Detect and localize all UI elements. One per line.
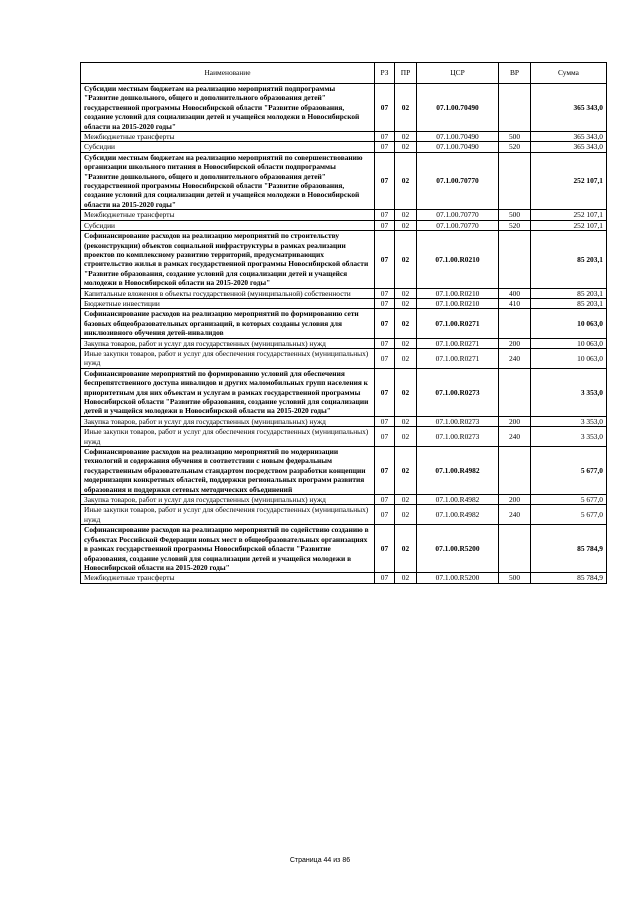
cell-name: Субсидии местным бюджетам на реализацию мероприятий по совершенствованию организации школьного питания в Новосибирской области подпрограммы "Развитие дошкольного, общего и дополнительного образования детей" государственной программы Новосибирской области "Развитие образования, создание условий для социализации детей и учащейся молодежи в Новосибирской области на 2015-2020 годы" <box>81 152 375 209</box>
cell-vr: 500 <box>499 132 531 142</box>
cell-pr: 02 <box>395 298 417 308</box>
cell-csr: 07.1.00.R4982 <box>417 447 499 495</box>
cell-name: Иные закупки товаров, работ и услуг для обеспечения государственных (муниципальных) нужд <box>81 348 375 368</box>
cell-csr: 07.1.00.R0210 <box>417 298 499 308</box>
cell-rz: 07 <box>375 142 395 152</box>
table-row <box>81 298 607 308</box>
cell-vr <box>499 525 531 573</box>
cell-csr: 07.1.00.R0273 <box>417 427 499 447</box>
cell-pr: 02 <box>395 505 417 525</box>
cell-rz: 07 <box>375 309 395 338</box>
cell-name: Закупка товаров, работ и услуг для государственных (муниципальных) нужд <box>81 338 375 348</box>
cell-rz: 07 <box>375 152 395 209</box>
cell-name: Межбюджетные трансферты <box>81 210 375 220</box>
cell-pr: 02 <box>395 427 417 447</box>
cell-pr: 02 <box>395 525 417 573</box>
table-row <box>81 427 607 447</box>
cell-rz: 07 <box>375 288 395 298</box>
table-row <box>81 348 607 368</box>
cell-pr: 02 <box>395 288 417 298</box>
cell-rz: 07 <box>375 338 395 348</box>
cell-sum: 365 343,0 <box>531 132 607 142</box>
cell-rz: 07 <box>375 220 395 230</box>
cell-rz: 07 <box>375 573 395 583</box>
cell-sum: 5 677,0 <box>531 495 607 505</box>
cell-csr: 07.1.00.70490 <box>417 142 499 152</box>
cell-csr: 07.1.00.R0271 <box>417 348 499 368</box>
cell-pr: 02 <box>395 231 417 288</box>
cell-csr: 07.1.00.R0273 <box>417 368 499 416</box>
cell-rz: 07 <box>375 231 395 288</box>
cell-rz: 07 <box>375 525 395 573</box>
cell-csr: 07.1.00.R5200 <box>417 525 499 573</box>
cell-vr: 500 <box>499 573 531 583</box>
table-row <box>81 288 607 298</box>
cell-name: Закупка товаров, работ и услуг для государственных (муниципальных) нужд <box>81 495 375 505</box>
cell-vr: 240 <box>499 505 531 525</box>
cell-rz: 07 <box>375 84 395 132</box>
cell-vr: 410 <box>499 298 531 308</box>
cell-sum: 3 353,0 <box>531 368 607 416</box>
cell-sum: 365 343,0 <box>531 142 607 152</box>
cell-name: Капитальные вложения в объекты государственной (муниципальной) собственности <box>81 288 375 298</box>
cell-csr: 07.1.00.70770 <box>417 210 499 220</box>
cell-name: Софинансирование расходов на реализацию мероприятий по строительству (реконструкции) объектов социальной инфраструктуры в рамках реализации проектов по комплексному развитию территорий, предусматривающих строительство жилья в рамках государственной программы Новосибирской области "Развитие образования, создание условий для социализации детей и учащейся молодежи в Новосибирской области на 2015-2020 годы" <box>81 231 375 288</box>
table-row <box>81 368 607 416</box>
cell-sum: 10 063,0 <box>531 348 607 368</box>
cell-pr: 02 <box>395 84 417 132</box>
cell-vr: 200 <box>499 495 531 505</box>
cell-csr: 07.1.00.70770 <box>417 152 499 209</box>
cell-csr: 07.1.00.70770 <box>417 220 499 230</box>
cell-vr: 240 <box>499 348 531 368</box>
cell-csr: 07.1.00.R4982 <box>417 495 499 505</box>
cell-rz: 07 <box>375 416 395 426</box>
cell-pr: 02 <box>395 220 417 230</box>
cell-pr: 02 <box>395 152 417 209</box>
cell-sum: 85 784,9 <box>531 525 607 573</box>
cell-sum: 85 203,1 <box>531 298 607 308</box>
cell-vr <box>499 309 531 338</box>
cell-sum: 3 353,0 <box>531 416 607 426</box>
cell-rz: 07 <box>375 298 395 308</box>
table-row <box>81 495 607 505</box>
cell-csr: 07.1.00.R0271 <box>417 338 499 348</box>
cell-csr: 07.1.00.R5200 <box>417 573 499 583</box>
header-name: Наименование <box>81 63 375 84</box>
header-sum: Сумма <box>531 63 607 84</box>
cell-name: Софинансирование расходов на реализацию мероприятий по модернизации технологий и содержания обучения в соответствии с новым федеральным государственным образовательным стандартом посредством разработки концепции модернизации конкретных областей, поддержки региональных программ развития образования и поддержки сетевых методических объединений <box>81 447 375 495</box>
cell-rz: 07 <box>375 132 395 142</box>
table-row <box>81 152 607 209</box>
header-vr: ВР <box>499 63 531 84</box>
budget-table <box>80 62 607 584</box>
cell-sum: 10 063,0 <box>531 309 607 338</box>
table-row <box>81 132 607 142</box>
cell-sum: 5 677,0 <box>531 447 607 495</box>
cell-vr: 200 <box>499 416 531 426</box>
cell-name: Межбюджетные трансферты <box>81 132 375 142</box>
cell-name: Иные закупки товаров, работ и услуг для обеспечения государственных (муниципальных) нужд <box>81 505 375 525</box>
cell-name: Межбюджетные трансферты <box>81 573 375 583</box>
cell-name: Субсидии местным бюджетам на реализацию мероприятий подпрограммы "Развитие дошкольного, общего и дополнительного образования детей" государственной программы Новосибирской области "Развитие образования, создание условий для социализации детей и учащейся молодежи в Новосибирской области на 2015-2020 годы" <box>81 84 375 132</box>
table-row <box>81 338 607 348</box>
cell-csr: 07.1.00.70490 <box>417 132 499 142</box>
cell-sum: 252 107,1 <box>531 220 607 230</box>
cell-sum: 85 203,1 <box>531 231 607 288</box>
header-csr: ЦСР <box>417 63 499 84</box>
cell-sum: 5 677,0 <box>531 505 607 525</box>
cell-pr: 02 <box>395 495 417 505</box>
cell-sum: 3 353,0 <box>531 427 607 447</box>
cell-vr: 240 <box>499 427 531 447</box>
cell-vr <box>499 152 531 209</box>
cell-sum: 10 063,0 <box>531 338 607 348</box>
cell-sum: 365 343,0 <box>531 84 607 132</box>
cell-csr: 07.1.00.R0210 <box>417 231 499 288</box>
cell-rz: 07 <box>375 348 395 368</box>
cell-vr: 520 <box>499 142 531 152</box>
cell-csr: 07.1.00.R0273 <box>417 416 499 426</box>
header-pr: ПР <box>395 63 417 84</box>
cell-name: Субсидии <box>81 220 375 230</box>
cell-csr: 07.1.00.70490 <box>417 84 499 132</box>
cell-csr: 07.1.00.R0210 <box>417 288 499 298</box>
cell-name: Софинансирование расходов на реализацию мероприятий по содействию созданию в субъектах Российской Федерации новых мест в общеобразовательных организациях в рамках государственной программы Новосибирской области "Развитие образования, создание условий для социализации детей и учащейся молодежи в Новосибирской области на 2015-2020 годы" <box>81 525 375 573</box>
cell-sum: 252 107,1 <box>531 210 607 220</box>
cell-sum: 252 107,1 <box>531 152 607 209</box>
cell-rz: 07 <box>375 427 395 447</box>
cell-sum: 85 784,9 <box>531 573 607 583</box>
table-row <box>81 142 607 152</box>
cell-rz: 07 <box>375 495 395 505</box>
cell-name: Субсидии <box>81 142 375 152</box>
cell-pr: 02 <box>395 132 417 142</box>
table-row <box>81 416 607 426</box>
table-row <box>81 84 607 132</box>
cell-vr <box>499 84 531 132</box>
cell-csr: 07.1.00.R4982 <box>417 505 499 525</box>
page-number: Страница 44 из 86 <box>289 857 351 864</box>
cell-sum: 85 203,1 <box>531 288 607 298</box>
cell-pr: 02 <box>395 573 417 583</box>
cell-vr: 400 <box>499 288 531 298</box>
cell-rz: 07 <box>375 368 395 416</box>
cell-rz: 07 <box>375 505 395 525</box>
cell-vr: 500 <box>499 210 531 220</box>
cell-name: Софинансирование мероприятий по формированию условий для обеспечения беспрепятственного доступа инвалидов и других маломобильных групп населения к приоритетным для них объектам и услугам в рамках государственной программы Новосибирской области "Развитие образования, создание условий для социализации детей и учащейся молодежи в Новосибирской области на 2015-2020 годы" <box>81 368 375 416</box>
table-row <box>81 220 607 230</box>
cell-vr: 200 <box>499 338 531 348</box>
cell-rz: 07 <box>375 447 395 495</box>
cell-pr: 02 <box>395 142 417 152</box>
cell-csr: 07.1.00.R0271 <box>417 309 499 338</box>
header-row <box>81 63 607 84</box>
cell-name: Бюджетные инвестиции <box>81 298 375 308</box>
table-row <box>81 525 607 573</box>
cell-name: Иные закупки товаров, работ и услуг для обеспечения государственных (муниципальных) нужд <box>81 427 375 447</box>
cell-rz: 07 <box>375 210 395 220</box>
cell-name: Софинансирование расходов на реализацию мероприятий по формированию сети базовых общеобразовательных организаций, в которых созданы условия для инклюзивного обучения детей-инвалидов <box>81 309 375 338</box>
table-row <box>81 573 607 583</box>
cell-vr <box>499 231 531 288</box>
cell-pr: 02 <box>395 447 417 495</box>
cell-pr: 02 <box>395 368 417 416</box>
table-body <box>81 84 607 584</box>
cell-vr <box>499 368 531 416</box>
cell-name: Закупка товаров, работ и услуг для государственных (муниципальных) нужд <box>81 416 375 426</box>
cell-pr: 02 <box>395 338 417 348</box>
table-row <box>81 210 607 220</box>
cell-pr: 02 <box>395 210 417 220</box>
header-rz: РЗ <box>375 63 395 84</box>
cell-pr: 02 <box>395 309 417 338</box>
table-row <box>81 309 607 338</box>
table-row <box>81 447 607 495</box>
table-row <box>81 231 607 288</box>
cell-pr: 02 <box>395 348 417 368</box>
cell-pr: 02 <box>395 416 417 426</box>
table-row <box>81 505 607 525</box>
cell-vr <box>499 447 531 495</box>
cell-vr: 520 <box>499 220 531 230</box>
